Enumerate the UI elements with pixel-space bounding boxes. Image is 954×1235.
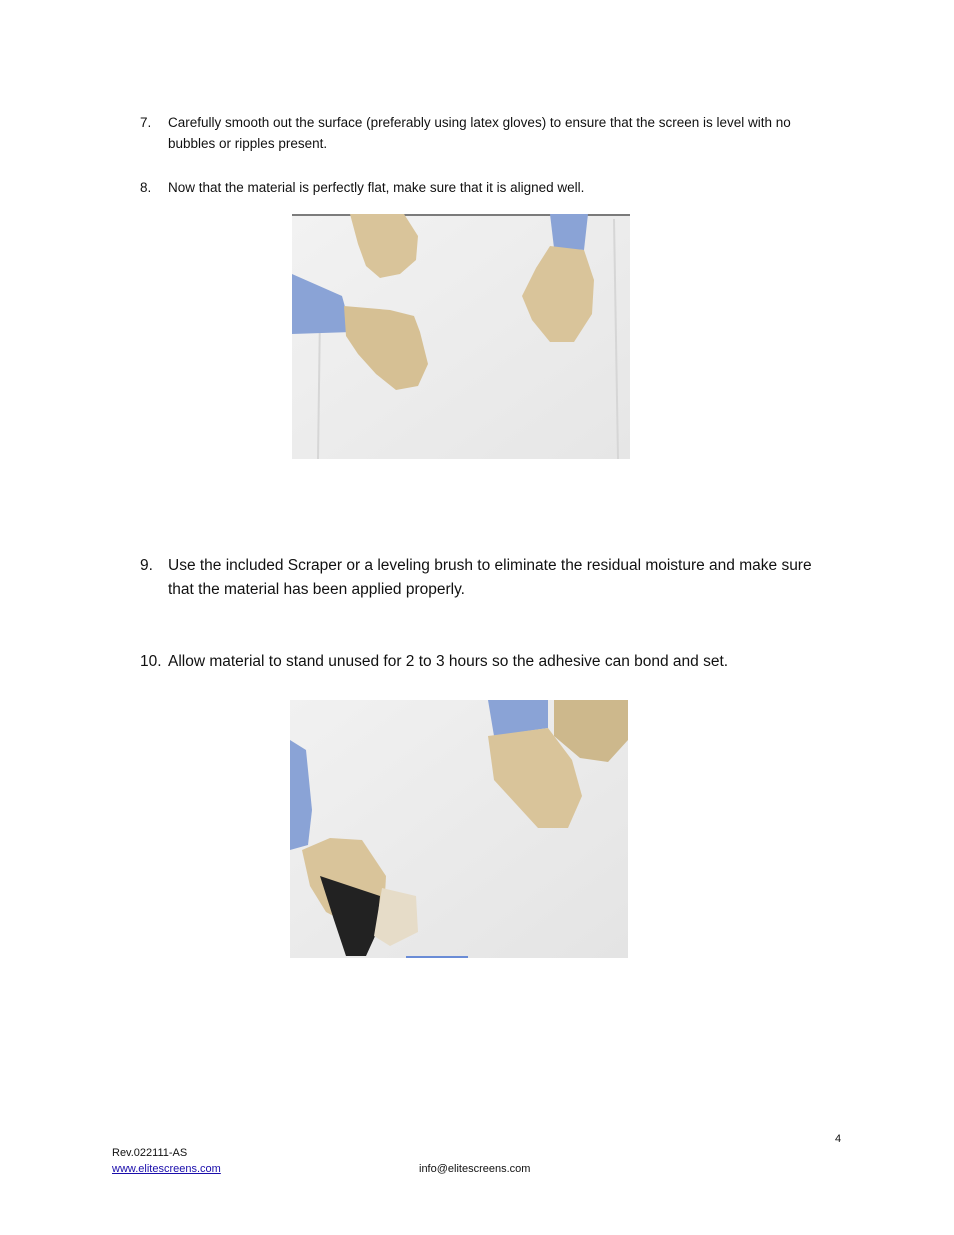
step-8: [140, 177, 840, 198]
contact-email: info@elitescreens.com: [419, 1163, 531, 1175]
step-text: Now that the material is perfectly flat, make sure that it is aligned well.: [168, 180, 585, 195]
revision-code: Rev.022111-AS: [112, 1147, 188, 1159]
step-9: [140, 554, 840, 602]
step-number: 8.: [140, 180, 152, 195]
step-7: [140, 112, 840, 154]
page-number: 4: [835, 1133, 842, 1145]
step-10: [140, 650, 840, 674]
step-number: 10.: [140, 653, 162, 670]
step-text: Carefully smooth out the surface (preferably using latex gloves) to ensure that the screen is level with no bubbles or ripples present.: [168, 115, 791, 151]
step-number: 7.: [140, 115, 152, 130]
step-text: Allow material to stand unused for 2 to 3 hours so the adhesive can bond and set.: [168, 653, 729, 670]
step-number: 9.: [140, 557, 153, 574]
photo-scraper: [290, 700, 628, 958]
website-link[interactable]: www.elitescreens.com: [112, 1163, 221, 1175]
step-text: Use the included Scraper or a leveling brush to eliminate the residual moisture and make sure that the material has been applied properly.: [168, 557, 812, 598]
photo-smoothing-surface: [292, 214, 630, 459]
